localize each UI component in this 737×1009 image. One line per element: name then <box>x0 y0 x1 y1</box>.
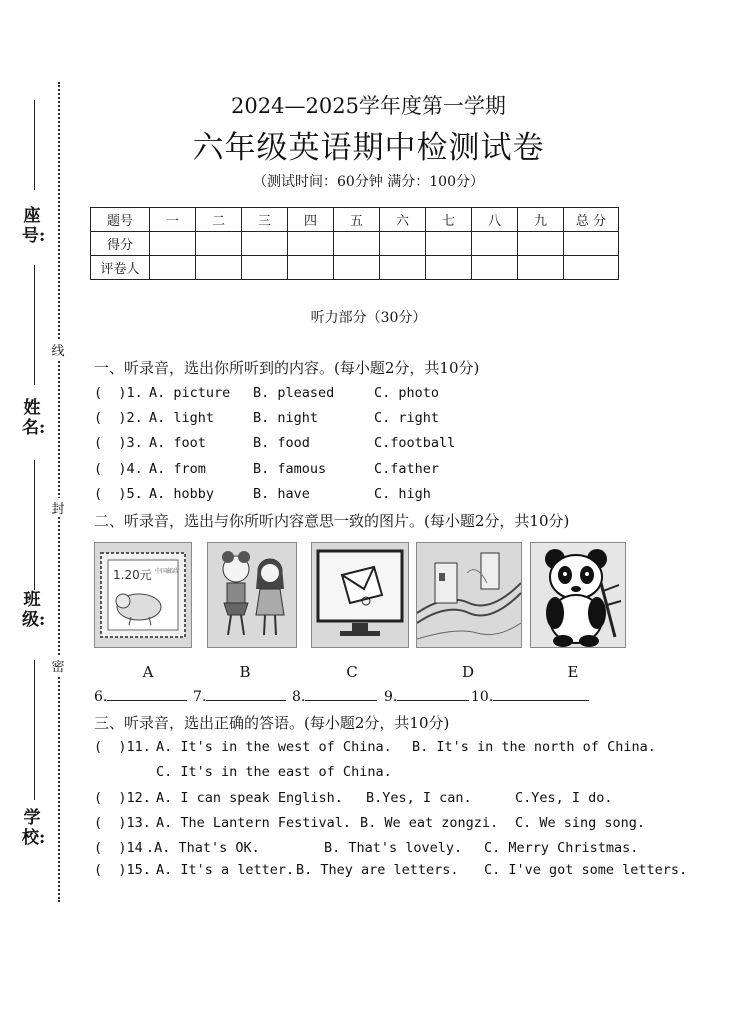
option-b: B. We eat zongzi. <box>360 815 499 831</box>
seal-mark-feng: 封 <box>50 498 66 517</box>
question-number: ( )4. <box>94 461 143 477</box>
option-c: C.father <box>374 461 440 477</box>
score-cell[interactable] <box>150 232 196 256</box>
score-cell[interactable] <box>564 232 619 256</box>
option-a: A. hobby <box>149 486 215 502</box>
blank-8[interactable] <box>292 688 377 705</box>
option-c: C. It's in the east of China. <box>156 764 392 780</box>
score-header-cell: 八 <box>472 208 518 232</box>
class-label: 班级: <box>22 590 46 630</box>
blank-line <box>397 688 469 701</box>
picture-stamp <box>94 542 192 648</box>
option-c: C.football <box>374 435 456 451</box>
option-c: C. We sing song. <box>515 815 646 831</box>
score-header-cell: 题号 <box>91 208 150 232</box>
name-label: 姓名: <box>22 398 46 438</box>
question-number: ( )5. <box>94 486 143 502</box>
question-number: ( )12. <box>94 790 151 806</box>
picture-computer-email <box>311 542 409 648</box>
grader-cell[interactable] <box>334 256 380 280</box>
class-underline <box>34 460 35 590</box>
question-number: ( )2. <box>94 410 143 426</box>
option-a: A. It's a letter. <box>156 862 295 878</box>
option-a: A. I can speak English. <box>156 790 343 806</box>
question-number: ( )3. <box>94 435 143 451</box>
option-c: C. photo <box>374 385 440 401</box>
blank-number: 10. <box>471 689 494 705</box>
stamp-price: 1.20元 <box>113 568 152 582</box>
blank-number: 9. <box>384 689 398 705</box>
score-header-cell: 七 <box>426 208 472 232</box>
blank-line <box>206 688 286 701</box>
school-underline <box>34 660 35 800</box>
option-a: A. It's in the west of China. <box>156 739 392 755</box>
option-a: .A. That's OK. <box>146 840 260 856</box>
grader-cell[interactable] <box>242 256 288 280</box>
option-b: B. They are letters. <box>296 862 459 878</box>
option-b: B. night <box>253 410 319 426</box>
score-cell[interactable] <box>288 232 334 256</box>
option-a: A. from <box>149 461 206 477</box>
blank-9[interactable] <box>384 688 469 705</box>
option-b: B. It's in the north of China. <box>412 739 656 755</box>
image-label-b: B <box>239 663 251 681</box>
option-a: A. The Lantern Festival. <box>156 815 352 831</box>
blank-number: 7. <box>193 689 207 705</box>
stamp-icon <box>95 543 191 647</box>
option-b: B. pleased <box>253 385 335 401</box>
blank-line <box>305 688 377 701</box>
option-a: A. picture <box>149 385 231 401</box>
blank-number: 8. <box>292 689 306 705</box>
grader-cell[interactable] <box>426 256 472 280</box>
grader-cell[interactable] <box>518 256 564 280</box>
score-row-label: 得分 <box>91 232 150 256</box>
score-header-cell: 六 <box>380 208 426 232</box>
blank-number: 6. <box>94 689 108 705</box>
score-header-cell: 九 <box>518 208 564 232</box>
question-number: ( )14 <box>94 840 143 856</box>
score-cell[interactable] <box>426 232 472 256</box>
grader-cell[interactable] <box>564 256 619 280</box>
picture-great-wall <box>416 542 522 648</box>
option-c: C. high <box>374 486 431 502</box>
option-b: B. That's lovely. <box>324 840 463 856</box>
binding-dotted-line <box>58 82 60 902</box>
panda-icon <box>531 543 625 647</box>
option-b: B. famous <box>253 461 327 477</box>
listening-part-title: 听力部分（30分） <box>310 310 427 326</box>
section3-title: 三、听录音，选出正确的答语。(每小题2分，共10分) <box>94 714 450 732</box>
score-cell[interactable] <box>472 232 518 256</box>
blank-line <box>493 688 589 701</box>
score-cell[interactable] <box>196 232 242 256</box>
picture-children <box>207 542 297 648</box>
score-cell[interactable] <box>334 232 380 256</box>
exam-meta: （测试时间：60分钟 满分：100分） <box>253 174 484 190</box>
score-header-cell: 三 <box>242 208 288 232</box>
blank-line <box>107 688 187 701</box>
question-number: ( )13. <box>94 815 151 831</box>
option-b: B. food <box>253 435 310 451</box>
stamp-country: 中国邮政 <box>155 568 180 575</box>
option-a: A. light <box>149 410 215 426</box>
seal-mark-line: 线 <box>50 340 66 359</box>
blank-10[interactable] <box>471 688 589 705</box>
section1-title: 一、听录音，选出你所听到的内容。(每小题2分，共10分) <box>94 359 480 377</box>
question-number: ( )1. <box>94 385 143 401</box>
score-header-cell: 一 <box>150 208 196 232</box>
page-title: 六年级英语期中检测试卷 <box>192 130 545 166</box>
section2-title: 二、听录音，选出与你所听内容意思一致的图片。(每小题2分，共10分) <box>94 512 570 530</box>
option-c: C. Merry Christmas. <box>484 840 639 856</box>
picture-panda <box>530 542 626 648</box>
score-cell[interactable] <box>242 232 288 256</box>
score-cell[interactable] <box>380 232 426 256</box>
question-number: ( )15. <box>94 862 151 878</box>
score-header-cell: 五 <box>334 208 380 232</box>
question-number: ( )11. <box>94 739 151 755</box>
score-header-cell: 二 <box>196 208 242 232</box>
score-row-label: 评卷人 <box>91 256 150 280</box>
image-label-c: C <box>346 663 358 681</box>
grader-cell[interactable] <box>288 256 334 280</box>
image-label-a: A <box>142 663 154 681</box>
option-b: B. have <box>253 486 310 502</box>
monitor-icon <box>312 543 408 647</box>
seat-label: 座号: <box>22 206 46 246</box>
seal-mark-mi: 密 <box>50 656 66 675</box>
option-a: A. foot <box>149 435 206 451</box>
option-c: C. I've got some letters. <box>484 862 688 878</box>
grader-cell[interactable] <box>472 256 518 280</box>
score-header-cell: 四 <box>288 208 334 232</box>
image-label-e: E <box>567 663 579 681</box>
year-line: 2024—2025学年度第一学期 <box>231 94 506 118</box>
score-table <box>90 207 619 280</box>
grader-cell[interactable] <box>196 256 242 280</box>
grader-cell[interactable] <box>380 256 426 280</box>
blank-6[interactable] <box>94 688 187 705</box>
score-cell[interactable] <box>518 232 564 256</box>
option-c: C.Yes, I do. <box>515 790 613 806</box>
image-label-d: D <box>461 663 475 681</box>
great-wall-icon <box>417 543 521 647</box>
score-header-cell: 总 分 <box>564 208 619 232</box>
grader-cell[interactable] <box>150 256 196 280</box>
option-c: C. right <box>374 410 440 426</box>
blank-7[interactable] <box>193 688 286 705</box>
school-label: 学校: <box>22 808 46 848</box>
option-b: B.Yes, I can. <box>366 790 472 806</box>
children-icon <box>208 543 296 647</box>
